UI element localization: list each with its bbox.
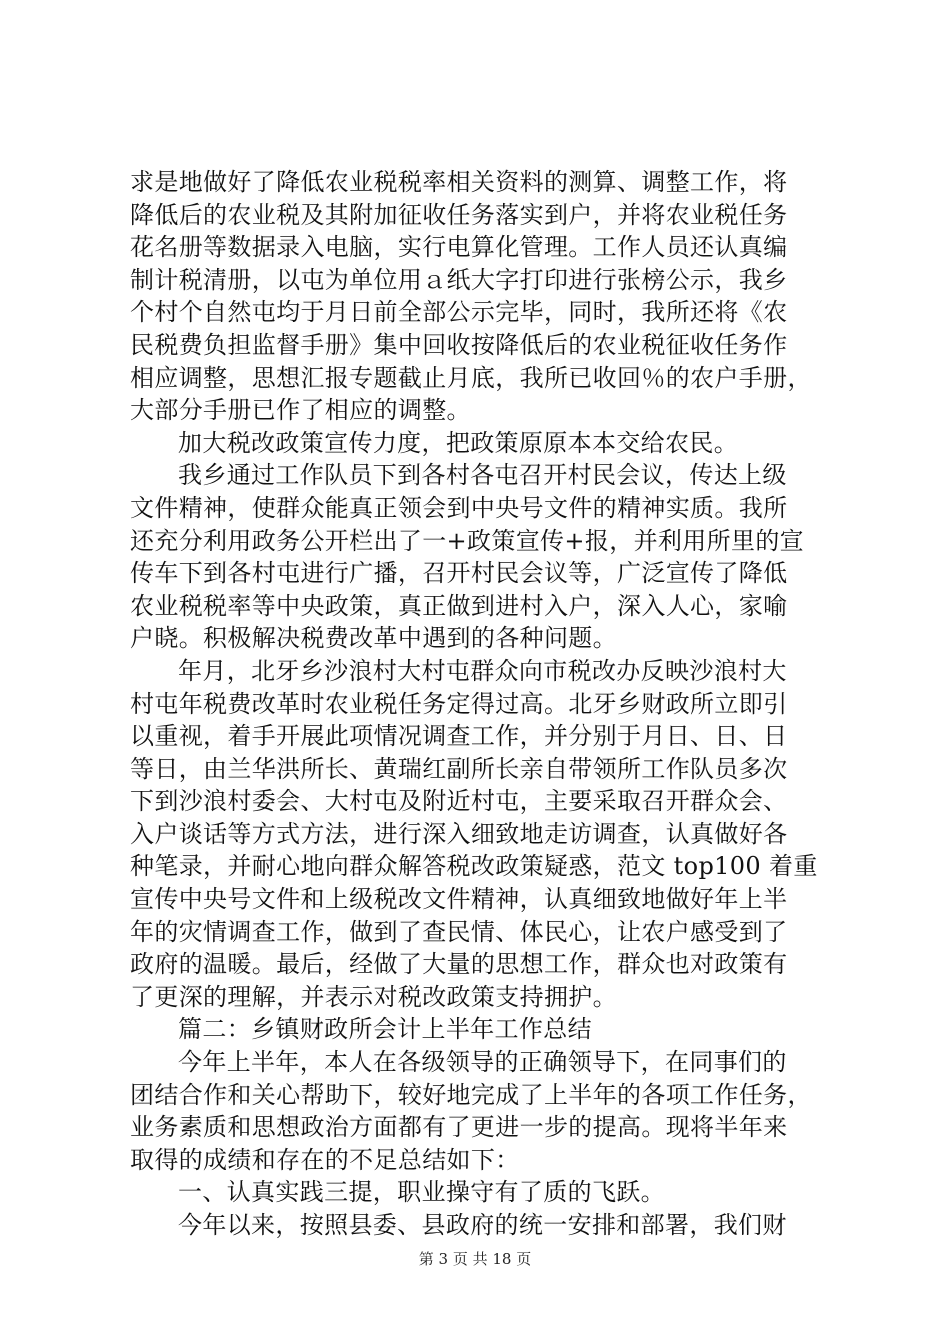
text-line: 传车下到各村屯进行广播，召开村民会议等，广泛宣传了降低 xyxy=(130,559,788,588)
text-line: 村屯年税费改革时农业税任务定得过高。北牙乡财政所立即引 xyxy=(130,689,788,718)
text-line: 农业税税率等中央政策，真正做到进村入户，深入人心，家喻 xyxy=(130,591,788,620)
document-body xyxy=(130,166,820,1242)
text-line: 取得的成绩和存在的不足总结如下： xyxy=(130,1145,520,1174)
text-line: 大部分手册已作了相应的调整。 xyxy=(130,396,471,425)
text-line: 相应调整，思想汇报专题截止月底，我所已收回％的农户手册， xyxy=(130,363,812,392)
text-line: 种笔录，并耐心地向群众解答税改政策疑惑，范文 top100 着重 xyxy=(130,852,818,881)
text-line: 年月，北牙乡沙浪村大村屯群众向市税改办反映沙浪村大 xyxy=(178,656,787,685)
text-line: 求是地做好了降低农业税税率相关资料的测算、调整工作，将 xyxy=(130,168,788,196)
text-line: 下到沙浪村委会、大村屯及附近村屯，主要采取召开群众会、 xyxy=(130,787,788,816)
subsection-heading: 一、认真实践三提，职业操守有了质的飞跃。 xyxy=(178,1178,665,1207)
text-line: 文件精神，使群众能真正领会到中央号文件的精神实质。我所 xyxy=(130,493,788,522)
paragraph-heading: 加大税改政策宣传力度，把政策原原本本交给农民。 xyxy=(178,428,739,457)
text-line: 年的灾情调查工作，做到了查民情、体民心，让农户感受到了 xyxy=(130,917,788,946)
text-line: 今年上半年，本人在各级领导的正确领导下，在同事们的 xyxy=(178,1048,787,1077)
text-line: 户晓。积极解决税费改革中遇到的各种问题。 xyxy=(130,624,617,653)
text-line: 民税费负担监督手册》集中回收按降低后的农业税征收任务作 xyxy=(130,330,788,359)
text-line: 入户谈话等方式方法，进行深入细致地走访调查，认真做好各 xyxy=(130,819,788,848)
text-line: 团结合作和关心帮助下，较好地完成了上半年的各项工作任务， xyxy=(130,1080,812,1109)
text-line: 我乡通过工作队员下到各村各屯召开村民会议，传达上级 xyxy=(178,461,787,490)
text-line: 了更深的理解，并表示对税改政策支持拥护。 xyxy=(130,982,617,1011)
section-heading: 篇二：乡镇财政所会计上半年工作总结 xyxy=(178,1015,592,1044)
text-line: 等日，由兰华洪所长、黄瑞红副所长亲自带领所工作队员多次 xyxy=(130,754,788,783)
text-line: 制计税清册，以屯为单位用ａ纸大字打印进行张榜公示，我乡 xyxy=(130,265,788,294)
text-line: 个村个自然屯均于月日前全部公示完毕，同时，我所还将《农 xyxy=(130,298,788,327)
text-line: 降低后的农业税及其附加征收任务落实到户，并将农业税任务 xyxy=(130,200,788,229)
text-line: 还充分利用政务公开栏出了一+政策宣传+报，并利用所里的宣 xyxy=(130,526,805,555)
text-line: 今年以来，按照县委、县政府的统一安排和部署，我们财 xyxy=(178,1211,787,1239)
text-line: 宣传中央号文件和上级税改文件精神，认真细致地做好年上半 xyxy=(130,885,788,914)
text-line: 业务素质和思想政治方面都有了更进一步的提高。现将半年来 xyxy=(130,1113,788,1142)
text-line: 花名册等数据录入电脑，实行电算化管理。工作人员还认真编 xyxy=(130,233,788,262)
text-line: 以重视，着手开展此项情况调查工作，并分别于月日、日、日 xyxy=(130,722,788,751)
text-line: 政府的温暖。最后，经做了大量的思想工作，群众也对政策有 xyxy=(130,950,788,979)
page-number-footer: 第 3 页 共 18 页 xyxy=(418,1250,532,1268)
